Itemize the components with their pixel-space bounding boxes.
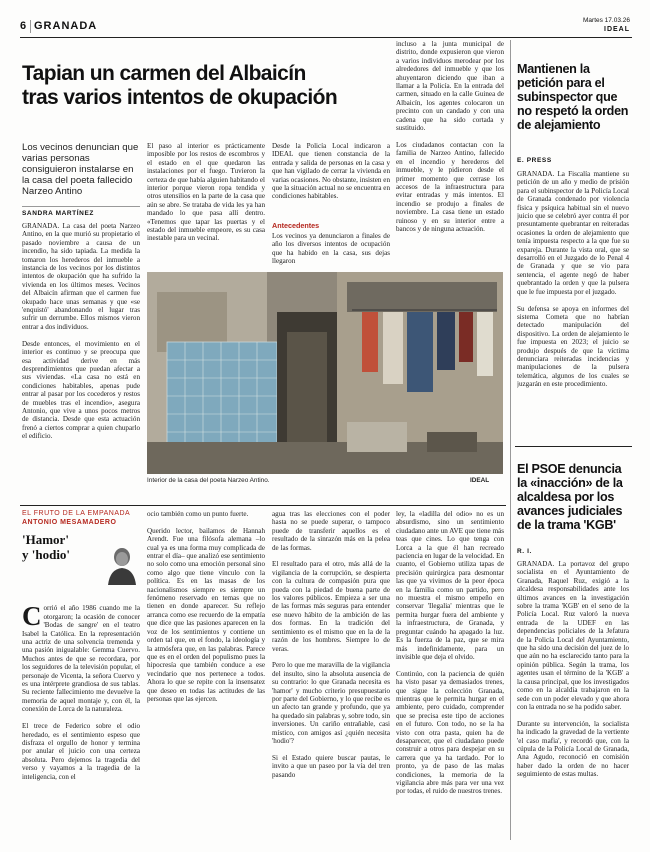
main-subhead: Los vecinos denuncian que varias personas consiguieron instalarse en la casa del poeta fallecido Narzeo Antino (22, 142, 139, 197)
main-intertitle: Antecedentes (272, 221, 320, 230)
header-divider (30, 20, 31, 33)
article-photo (147, 272, 503, 474)
photo-caption: Interior de la casa del poeta Narzeo Antino. (147, 477, 270, 484)
sidebar-1-body: GRANADA. La Fiscalía mantiene su petición de un año y medio de prisión para el subinspector de la Policía Local de Granada condenado por violencia física y psíquica habitual sin el nuevo juicio que se celebró ayer contra él por presuntamente quebrantar en reiteradas ocasiones la orden de alejamiento que tenía impuesta respecto a la que fue su expareja. Durante la vista oral, que se desarrolló en el Juzgado de lo Penal 4 de Granada y que se vio para sentencia, el agente negó de haber quebrantado la orden y que la pulsera que le fue impuesta por el juzgado. Su defensa se apoya en informes del sistema Cometa que no habrían detectado manipulación del dispositivo. La orden de alejamiento le fue impuesta en 2023; el juicio se produjo después de que la víctima denunciara reiteradas incidencias y manipulaciones de la pulsera telemática, algunos de los cuales se juzgarán en este procedimiento. (517, 170, 629, 389)
section-divider (20, 505, 506, 506)
photo-credit: IDEAL (470, 477, 490, 484)
column-col-2: ocio también como un punto fuerte. Querido lector, bailamos de Hannah Arendt. Fue una filósofa alemana –lo cual ya es una forma muy complicada de entrar el día– que analizó ese sentimiento no solo como una emoción personal sino como algo que tiene vínculo con la política. Es en las masas de los nacionalismos siempre es siempre un fenómeno reservado en temas que no tienen en donde aparecer. Su reflejo arranca como ese recuerdo de la empatía que dice que las pasiones aparecen en la voz de los sentimientos y contiene un orden tal que, en el fondo, la ideología y la atmósfera que, en las palabras. Parece que es en el orden del populismo pues la hipocresía que también conduce a ese vecindario que nos pertenece a todos. Ahora lo que se repite con la insensatez que deseo en todas las actitudes de las personas que las ejercen. (147, 510, 265, 703)
headline-line-2: tras varios intentos de okupación (22, 86, 338, 109)
newspaper-brand: IDEAL (604, 26, 630, 33)
column-col-1-text: orrió el año 1986 cuando me la otorgaron; la ocasión de conocer 'Bodas de sangre' en el teatro Isabel la Católica. En la representación una actriz de una solvencia tremenda y una pasión inigualable: Gemma Cuervo. Muchos antes de que se recordara, por los seguidores de la televisión popular, el personaje de Vicenta, la señora Cuervo y es una intérprete grandiosa de sus tablas. Su reciente fallecimiento me devuelve la memoria de aquel montaje y, con él, la conexión de Lorca de la naturaleza. El trece de Federico sobre el odio heredado, es el sentimiento espeso que disfraza el orgullo de honor y termina por anular el juicio con una certeza absoluta. Pero dejemos la tragedia del verso y vayamos a la tragedia de la inteligencia, con el (22, 604, 140, 781)
column-kicker: EL FRUTO DE LA EMPANADA (22, 510, 131, 517)
byline-rule (22, 206, 140, 207)
column-col-3: agua tras las elecciones con el poder hasta no se puede superar, o tampoco puede de transferir aquellos es el resultado de la sinrazón más en la pelea de las formas. El resultado para el otro, más allá de la vigilancia de la corrupción, se despierta con la cultura de compasión pura que pueda con la piedad de buena parte de los valores públicos. Empieza a ser una de las formas más seguras para entender ese nuevo hábito de la ambición de las dos formas. En la tradición del sentimiento es el mismo que en la de la razón de los hombres. Siempre lo de veras. Pero lo que me maravilla de la vigilancia del insulto, sino la absoluta ausencia de su contrario: lo que Granada necesita es 'hamor' y mucho criterio presupuestario por parte del Gobierno, y lo que recibe es un afecto tan grande y profundo, que ya ha quedado sin palabras y, sobre todo, sin inversiones. Un cariño entrañable, casi místico, con amigos así ¿quién necesita 'hodio'? Si el Estado quiere buscar pautas, le invito a que un paseo por la vía del tren pasando (272, 510, 390, 779)
column-col-1 (22, 596, 140, 836)
column-author: ANTONIO MESAMADERO (22, 519, 117, 526)
author-portrait (102, 543, 140, 585)
photo-interior-scene (147, 272, 503, 474)
main-byline: SANDRA MARTÍNEZ (22, 210, 94, 217)
sidebar-2-byline: R. I. (517, 548, 532, 555)
page-number: 6 (20, 20, 27, 32)
header-rule (20, 37, 632, 38)
sidebar-1-headline: Mantienen la petición para el subinspector que no respetó la orden de alejamiento (517, 62, 629, 132)
drop-cap: C (22, 601, 42, 632)
column-title-line-2: y 'hodio' (22, 547, 71, 562)
column-title-line-1: 'Hamor' (22, 532, 69, 547)
sidebar-divider (510, 40, 511, 840)
headline-line-1: Tapian un carmen del Albaicín (22, 62, 306, 85)
main-col-3: Desde la Policía Local indicaron a IDEAL que tienen constancia de la entrada y salida de personas en la casa y que han vigilado de cerrar la vivienda en varias ocasiones. No obstante, insisten en que la situación actual no se encuentra en condiciones habitables. (272, 142, 390, 201)
column-title (22, 532, 102, 562)
main-col-4: incluso a la junta municipal de distrito, donde expusieron que vieron a varios individuos merodear por los alrededores del inmueble y que los ahuyentaron diciendo que iban a llamar a la Policía. En la entrada del carmen, situado en la calle Guinea de Albaicín, los agentes colocaron un precinto con un candado y con una cadena que ha sido cortada y sustituido. Los ciudadanos contactan con la familia de Narzeo Antino, fallecido en el incendio y herederos del inmueble, y le pidieron desde el primer momento que cerrase los accesos de la infraestructura para evitar entradas y más intentos. El incendio se produjo a finales de noviembre. La casa tiene un estado ruinoso y en su interior entre a bancos y de ninguna actuación. (396, 40, 504, 233)
main-col-1: GRANADA. La casa del poeta Narzeo Antino, en la que murió su propietario el pasado noviembre a causa de un incendio, ha sido tapiada. La medida la tomaron los herederos del inmueble a instancia de los vecinos por los distintos intentos de okupación que ha sufrido la vivienda en los últimos meses. Vecinos del Albaicín afirman que el carmen fue okupado hace unas semanas y que «se 'enquistó' abandonando el lugar tras sufrir un derrumbe. Ellos mismos vieron entrar a dos individuos. Desde entonces, el movimiento en el interior es continuo y se preocupa que esa actividad derive en más desprendimientos que puedan afectar a sus viviendas. «La casa no está en condiciones habitables, apenas pude entrar al pasar por los cocederos y restos de muebles tras el incendio», asegura Antonio, que vive a unos pocos metros de distancia. Desde que esta actuación frenó a ciertos comprar a quien chuparlo el edificio. (22, 222, 140, 441)
sidebar-2-body: GRANADA. La portavoz del grupo socialista en el Ayuntamiento de Granada, Raquel Ruz, exigió a la alcaldesa responsabilidades ante los últimos avances en la investigación sobre la trama 'KGB' en el seno de la Policía Local. Ruz valoró la nueva entrada de la UDEF en las dependencias policiales de la Jefatura de la Policía Local del Ayuntamiento, que ha sido una decisión del juez de lo que aún no ha esclarecido tanto para la opinión pública. Según la trama, los agentes usan el término de la 'KGB' a la causa principal, que los investigados como en la alcaldía trabajaron en la sede con un poder elevado y que ahora con la entrada no se ha podido saber. Durante su intervención, la socialista ha indicado la gravedad de la vertiente 'el caso mafia', y recordó que, con la cúpula de la Policía Local de Granada, Ana Agudo, reconoció en comisión haber dado la orden de no hacer seguimiento de estas multas. (517, 560, 629, 779)
sidebar-2-headline: El PSOE denuncia la «inacción» de la alcaldesa por los avances judiciales de la trama 'KGB' (517, 462, 623, 532)
column-col-4: ley, la «ladilla del odio» no es un absurdismo, sino un sentimiento ciudadano ante un AVE que tiene más teas que cines. Lo que tenga con Lorca a la que él han recreado paciencia en lugar de la velocidad. En cuanto, el Gobierno utiliza tapas de precisión quirúrgica para desmontar las que ya vivimos de la peor época en la familia como un partido, pero no muestra el mismo empeño en conservar 'Ilegalia' mientras que le permita hurgar fuera del ambiente y la infraestructura, de Granada, y preguntar cuándo ha apagado la luz. Es la fuerza de la paz, que se mira más indefinidamente, para un invisible que deja el olvido. Continúo, con la paciencia de quién ha visto pasar ya demasiados trenes, que sigue la colección Granada, mientras que le permita hurgar en el ambiente, pero cuidado, comprender que se precisa este tipo de acciones en el futuro. Con todo, no se la ha visto con otra pasta, quien ha de desaparecer, que el ciudadano puede construir a otros para despejar en su carrera que ya ha tardado. Por lo pronto, ya de paso de las malas condiciones, la memoria de la vigilancia abre más para ver una vez por todas, el ruido de nuestros trenes. (396, 510, 504, 796)
sidebar-rule (515, 446, 632, 447)
sidebar-1-byline: E. PRESS (517, 157, 552, 164)
section-title: GRANADA (34, 20, 98, 32)
main-col-3b: Los vecinos ya denunciaron a finales de año los diversos intentos de ocupación que ha habido en la casa, sus dejas llegaron (272, 232, 390, 266)
main-col-2: El paso al interior es prácticamente imposible por los restos de escombros y el estado en el que quedaron las instalaciones por el fuego. Tuvieron la certeza de que había alguien habitando el interior porque vieron ropa tendida y otros utensilios en la parte de la casa que aún se abre. Se trataba de vida les ya han mandado lo que pasa allí dentro. «Tenemos que tapar las puertas y el estado del inmueble empeore, es su casa inestable para un vecinal. (147, 142, 265, 243)
author-portrait-illustration (102, 543, 140, 585)
issue-date: Martes 17.03.26 (583, 17, 630, 24)
